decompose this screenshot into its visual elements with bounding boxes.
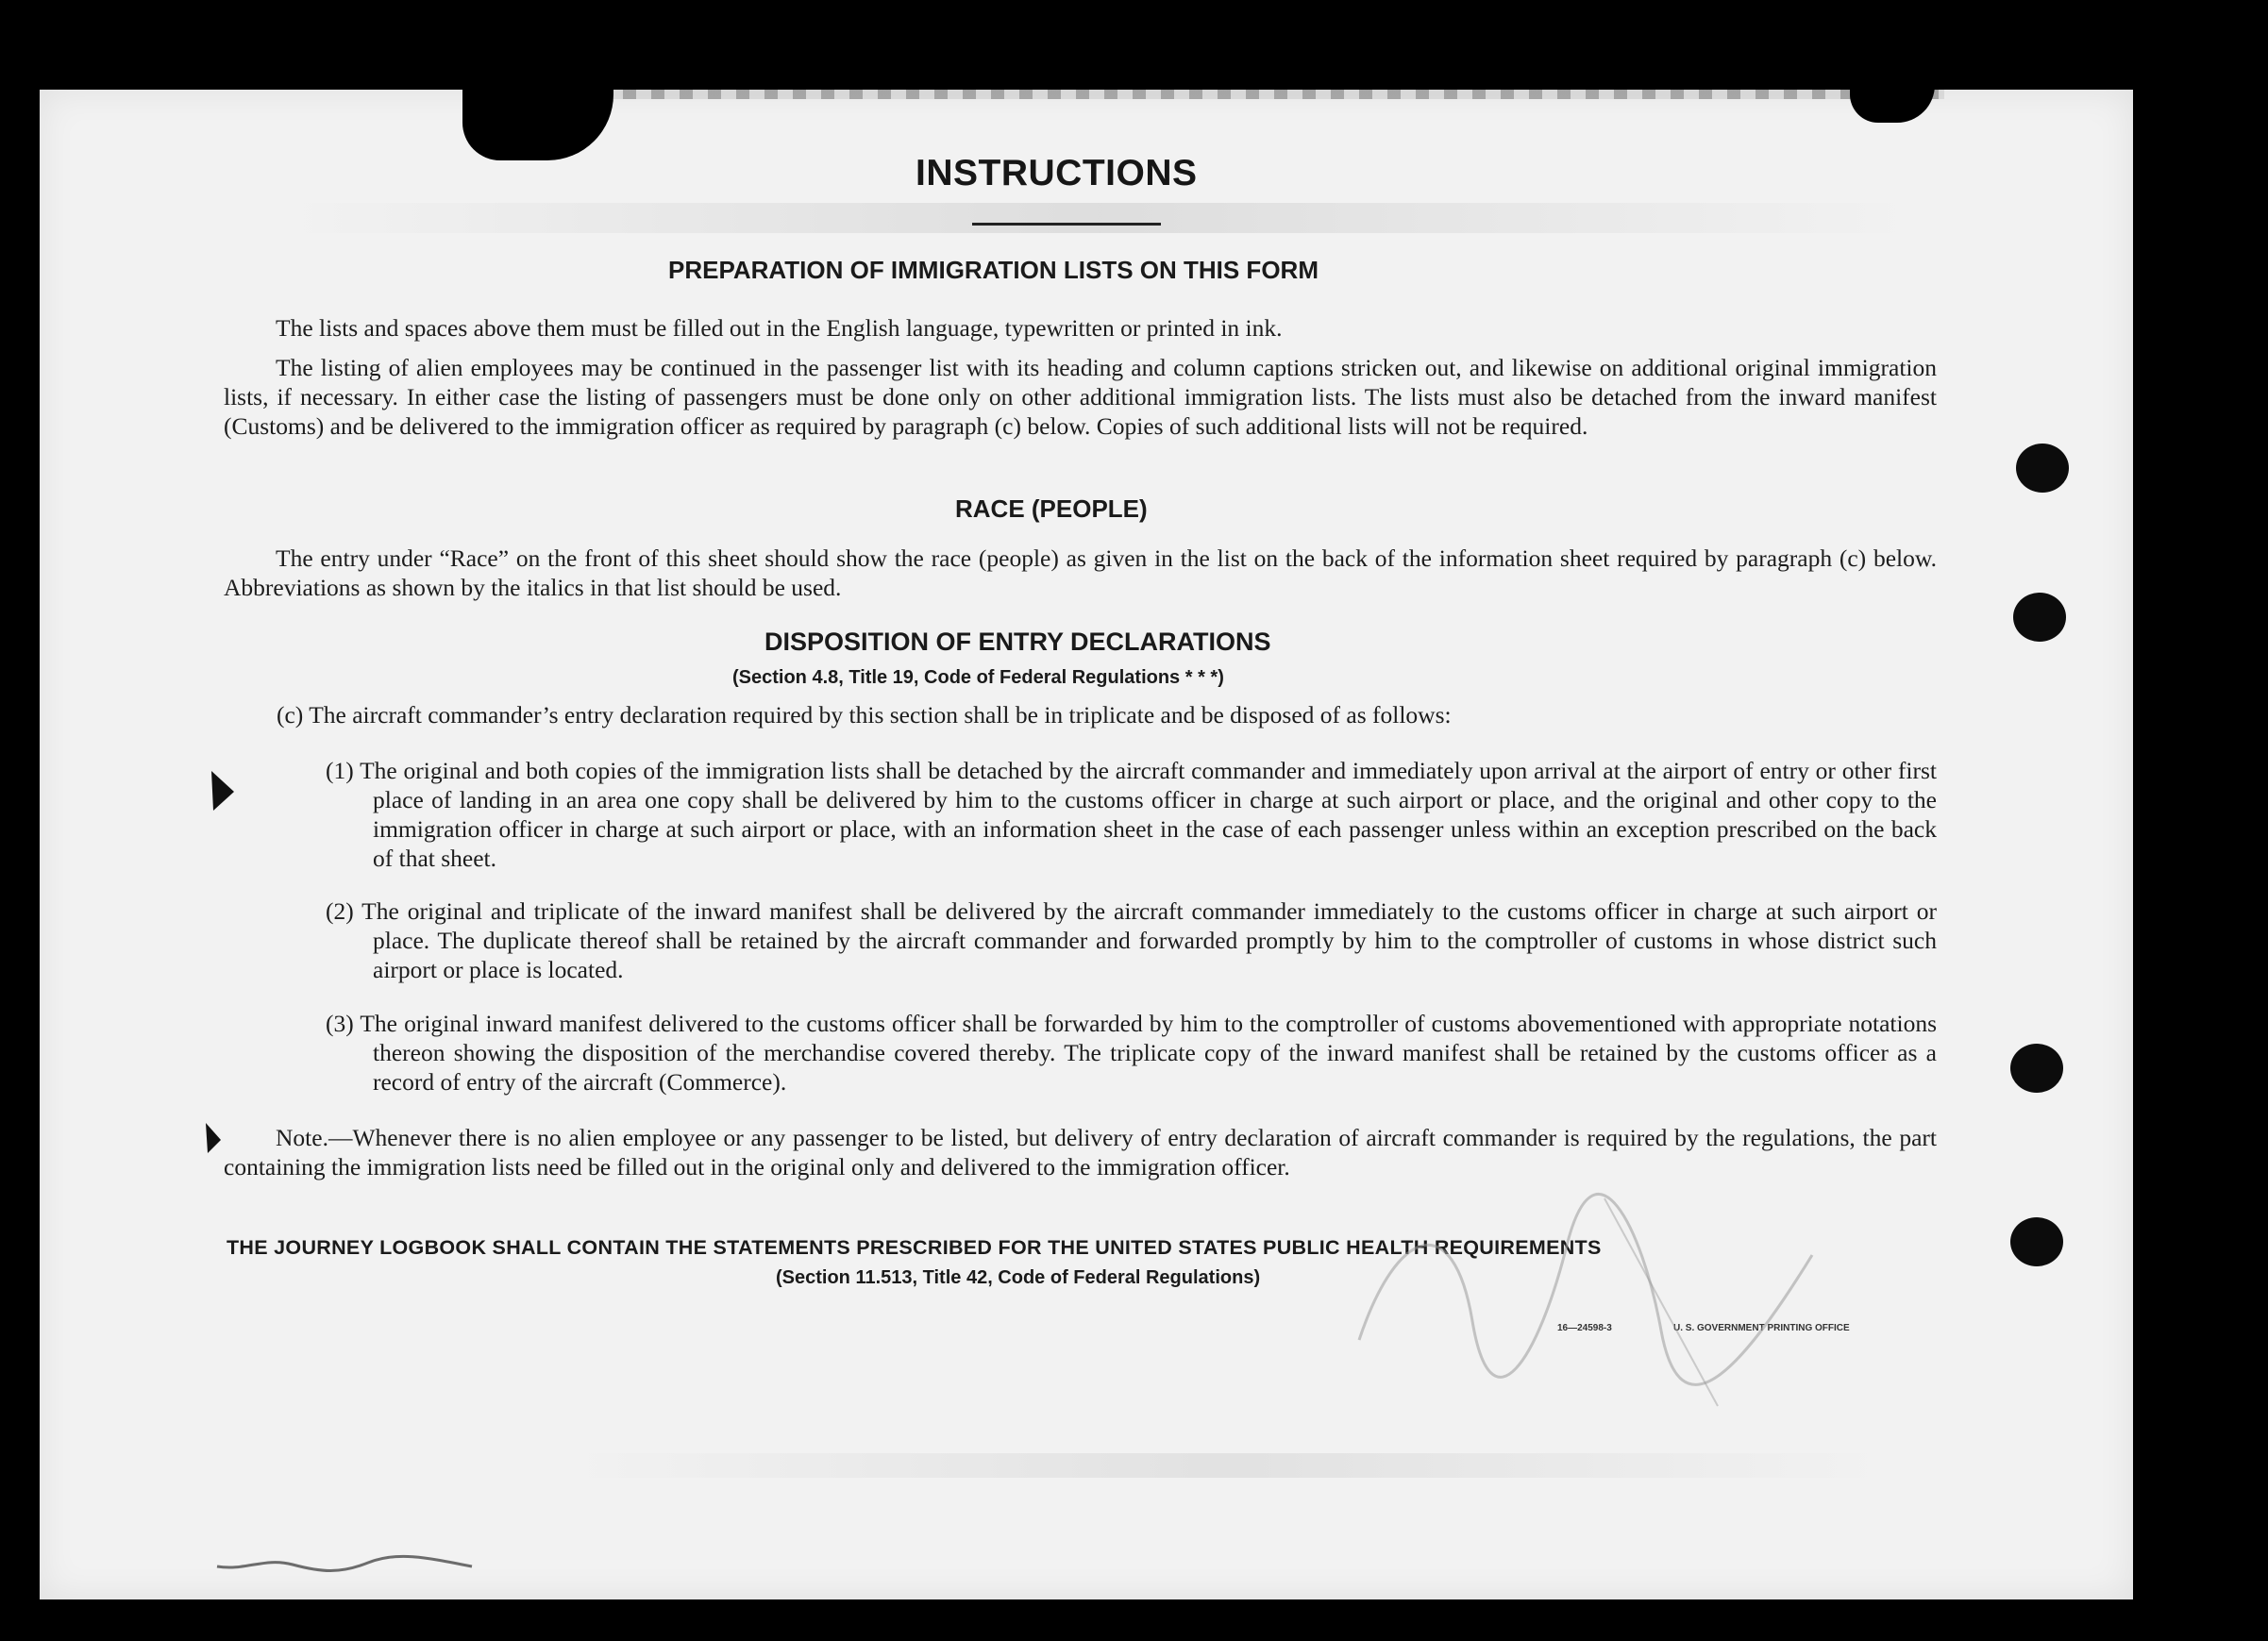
page-title: INSTRUCTIONS	[916, 153, 1198, 193]
punch-hole	[2013, 593, 2066, 642]
prep-paragraph-1: The lists and spaces above them must be filled out in the English language, typewritten or printed in ink.	[276, 314, 1283, 342]
bottom-scribble	[208, 1538, 491, 1585]
disposition-heading: DISPOSITION OF ENTRY DECLARATIONS	[764, 628, 1271, 656]
punch-hole	[2010, 1217, 2063, 1266]
disposition-citation: (Section 4.8, Title 19, Code of Federal Regulations * * *)	[732, 667, 1224, 688]
punch-hole	[2016, 444, 2069, 493]
disposition-item-2: (2) The original and triplicate of the inward manifest shall be delivered by the aircraft commander immediately to the customs officer in charge at such airport or place. The duplicate thereof shall be retained by the aircraft commander and forwarded promptly by him to the comptroller of customs in whose district such airport or place is located.	[326, 897, 1937, 983]
printer-mark: U. S. GOVERNMENT PRINTING OFFICE	[1673, 1323, 1850, 1333]
race-heading: RACE (PEOPLE)	[955, 494, 1148, 523]
bleed-through-band	[566, 1453, 1888, 1478]
health-citation: (Section 11.513, Title 42, Code of Federal Regulations)	[776, 1267, 1261, 1288]
disposition-item-3: (3) The original inward manifest delivered to the customs officer shall be forwarded by him to the comptroller of customs abovementioned with appropriate notations thereon showing the disposition of the merchandise covered thereby. The triplicate copy of the inward manifest shall be retained by the customs officer as a record of entry of the aircraft (Commerce).	[326, 1010, 1937, 1096]
form-number: 16—24598-3	[1557, 1323, 1612, 1333]
disposition-item-1: (1) The original and both copies of the immigration lists shall be detached by the aircraft commander and immediately upon arrival at the airport of entry or other first place of landing in an area one copy shall be delivered by him to the customs officer in charge at such airport or place, and the original and other copy to the immigration officer in charge at such airport or place, with an information sheet in the case of each passenger unless within an exception prescribed on the back of that sheet.	[326, 757, 1937, 872]
note-paragraph: Note.—Whenever there is no alien employee or any passenger to be listed, but delivery of entry declaration of aircraft commander is required by the regulations, the part containing the immigration lists need be filled out in the original only and delivered to the immigration officer.	[224, 1124, 1937, 1181]
disposition-paragraph-c: (c) The aircraft commander’s entry declaration required by this section shall be in triplicate and be disposed of as follows:	[277, 701, 1452, 728]
margin-arrow-mark	[204, 1121, 225, 1155]
prep-paragraph-2: The listing of alien employees may be continued in the passenger list with its heading and column captions stricken out, and likewise on additional original immigration lists, if necessary. In either case the listing of passengers must be done only on other additional immigration lists. The lists must also be detached from the inward manifest (Customs) and be delivered to the immigration officer as required by paragraph (c) below. Copies of such additional lists will not be required.	[224, 354, 1937, 440]
top-edge	[566, 90, 1944, 99]
bleed-through-band	[283, 203, 1916, 233]
health-heading: THE JOURNEY LOGBOOK SHALL CONTAIN THE STATEMENTS PRESCRIBED FOR THE UNITED STATES PUBLIC HEALTH REQUIREMENTS	[227, 1236, 1602, 1259]
title-underline	[972, 223, 1161, 226]
margin-arrow-mark	[210, 769, 238, 812]
prep-heading: PREPARATION OF IMMIGRATION LISTS ON THIS FORM	[668, 256, 1319, 284]
punch-hole	[2010, 1044, 2063, 1093]
signature-scribble	[1321, 1170, 1850, 1415]
race-paragraph: The entry under “Race” on the front of this sheet should show the race (people) as given in the list on the back of the information sheet required by paragraph (c) below. Abbreviations as shown by the italics in that list should be used.	[224, 544, 1937, 601]
